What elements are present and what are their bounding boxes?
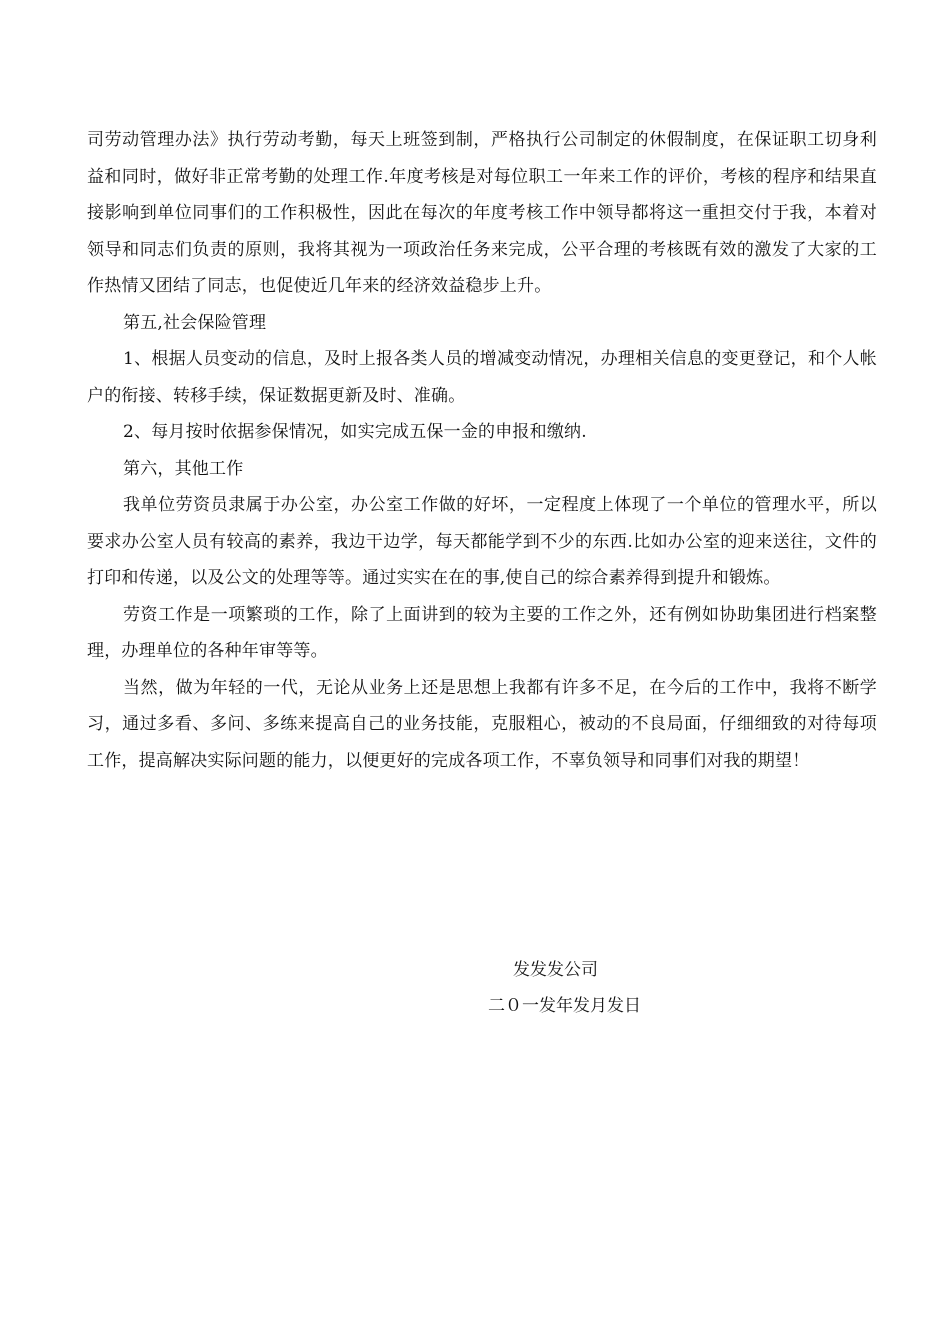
paragraph-office-work: 我单位劳资员隶属于办公室，办公室工作做的好坏，一定程度上体现了一个单位的管理水平，所以要求办公室人员有较高的素养，我边干边学，每天都能学到不少的东西.比如办公室的迎来送往，文件的打印和传递，以及公文的处理等等。通过实实在在的事,使自己的综合素养得到提升和锻炼。 [87, 495, 877, 588]
paragraph-attendance: 司劳动管理办法》执行劳动考勤，每天上班签到制，严格执行公司制定的休假制度，在保证职工切身利益和同时，做好非正常考勤的处理工作.年度考核是对每位职工一年来工作的评价，考核的程序和结果直接影响到单位同事们的工作积极性，因此在每次的年度考核工作中领导都将这一重担交付于我，本着对领导和同志们负责的原则，我将其视为一项政治任务来完成，公平合理的考核既有效的激发了大家的工作热情又团结了同志，也促使近几年来的经济效益稳步上升。 [87, 130, 877, 296]
signature-block [470, 952, 690, 1024]
document-body [87, 122, 877, 779]
signature-date: 二０一发年发月发日 [488, 996, 641, 1016]
signature-company: 发发发公司 [513, 960, 598, 980]
paragraph-insurance-item-2: 2、每月按时依据参保情况，如实完成五保一金的申报和缴纳. [123, 422, 587, 442]
paragraph-insurance-item-1: 1、根据人员变动的信息，及时上报各类人员的增减变动情况，办理相关信息的变更登记，和个人帐户的衔接、转移手续，保证数据更新及时、准确。 [87, 349, 877, 406]
heading-other-work: 第六，其他工作 [123, 458, 244, 479]
paragraph-conclusion: 当然，做为年轻的一代，无论从业务上还是思想上我都有许多不足，在今后的工作中，我将不断学习，通过多看、多问、多练来提高自己的业务技能，克服粗心，被动的不良局面，仔细细致的对待每项工作，提高解决实际问题的能力，以便更好的完成各项工作，不辜负领导和同事们对我的期望！ [87, 677, 877, 771]
paragraph-payroll-work: 劳资工作是一项繁琐的工作，除了上面讲到的较为主要的工作之外，还有例如协助集团进行档案整理，办理单位的各种年审等等。 [87, 604, 877, 661]
heading-social-insurance: 第五,社会保险管理 [123, 312, 267, 333]
